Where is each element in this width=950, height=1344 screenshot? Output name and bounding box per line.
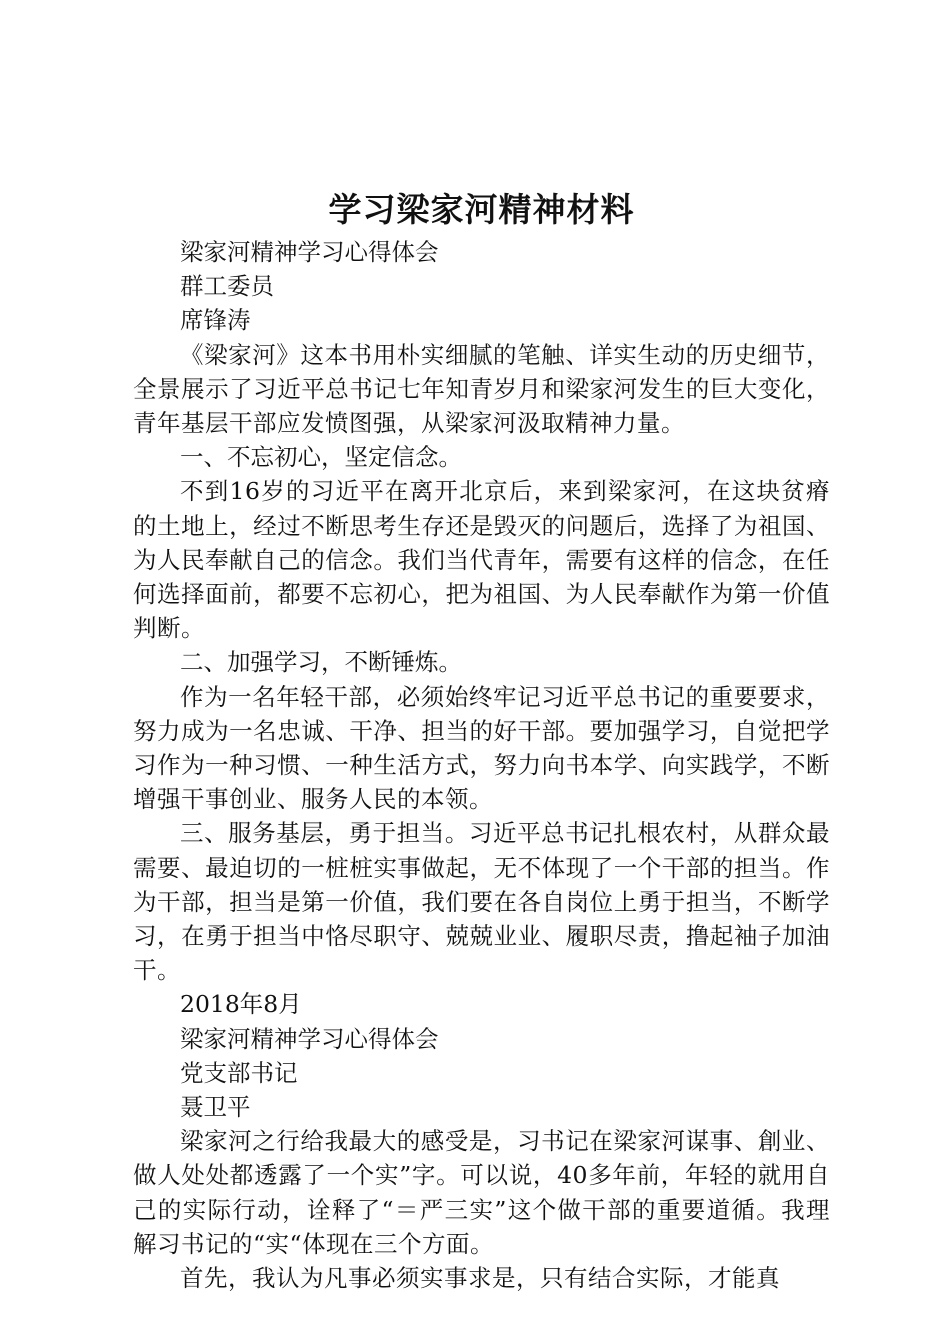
- section1-point2-body: 作为一名年轻干部，必须始终牢记习近平总书记的重要要求，努力成为一名忠诚、干净、担当的好干部。要加强学习，自觉把学习作为一种习惯、一种生活方式，努力向书本学、向实践学，不断增强干事创业、服务人民的本领。: [133, 682, 830, 814]
- section2-para1: 梁家河之行给我最大的感受是，习书记在梁家河谋事、創业、做人处处都透露了一个实”字。可以说，40多年前，年轻的就用自己的实际行动，诠释了“＝严三实”这个做干部的重要道循。我理解习书记的“实“体现在三个方面。: [133, 1127, 830, 1258]
- document-title: 学习梁家河精神材料: [328, 190, 635, 229]
- section1-intro: 《梁家河》这本书用朴实细腻的笔触、详实生动的历史细节，全景展示了习近平总书记七年知青岁月和梁家河发生的巨大变化，青年基层干部应发愤图强，从梁家河汲取精神力量。: [133, 340, 830, 438]
- section1-point3: 三、服务基层，勇于担当。习近平总书记扎根农村，从群众最需要、最迫切的一桩桩实事做起，无不体现了一个干部的担当。作为干部，担当是第一价值，我们要在各自岗位上勇于担当，不断学习，在勇于担当中恪尽职守、兢兢业业、履职尽责，撸起袖子加油干。: [133, 819, 830, 985]
- section1-heading: 梁家河精神学习心得体会: [180, 238, 439, 266]
- section2-heading: 梁家河精神学习心得体会: [180, 1024, 439, 1053]
- section1-date: 2018年8月: [180, 990, 302, 1019]
- document-page: [133, 190, 830, 1295]
- section1-point1-body: 不到16岁的习近平在离开北京后，来到梁家河，在这块贫瘠的土地上，经过不断思考生存还是毁灭的问题后，选择了为祖国、为人民奉献自己的信念。我们当代青年，需要有这样的信念，在任何选择面前，都要不忘初心，把为祖国、为人民奉献作为第一价值判断。: [133, 477, 830, 643]
- section1-author: 席锋涛: [180, 306, 251, 335]
- section1-point2-title: 二、加强学习，不断锤炼。: [180, 648, 462, 677]
- section2-author: 聂卫平: [180, 1093, 251, 1122]
- section2-para2-start: 首先，我认为凡事必须实事求是，只有结合实际，才能真: [180, 1264, 780, 1293]
- section1-dept: 群工委员: [180, 272, 274, 301]
- section2-dept: 党支部书记: [180, 1058, 298, 1087]
- section1-point1-title: 一、不忘初心，坚定信念。: [180, 443, 462, 472]
